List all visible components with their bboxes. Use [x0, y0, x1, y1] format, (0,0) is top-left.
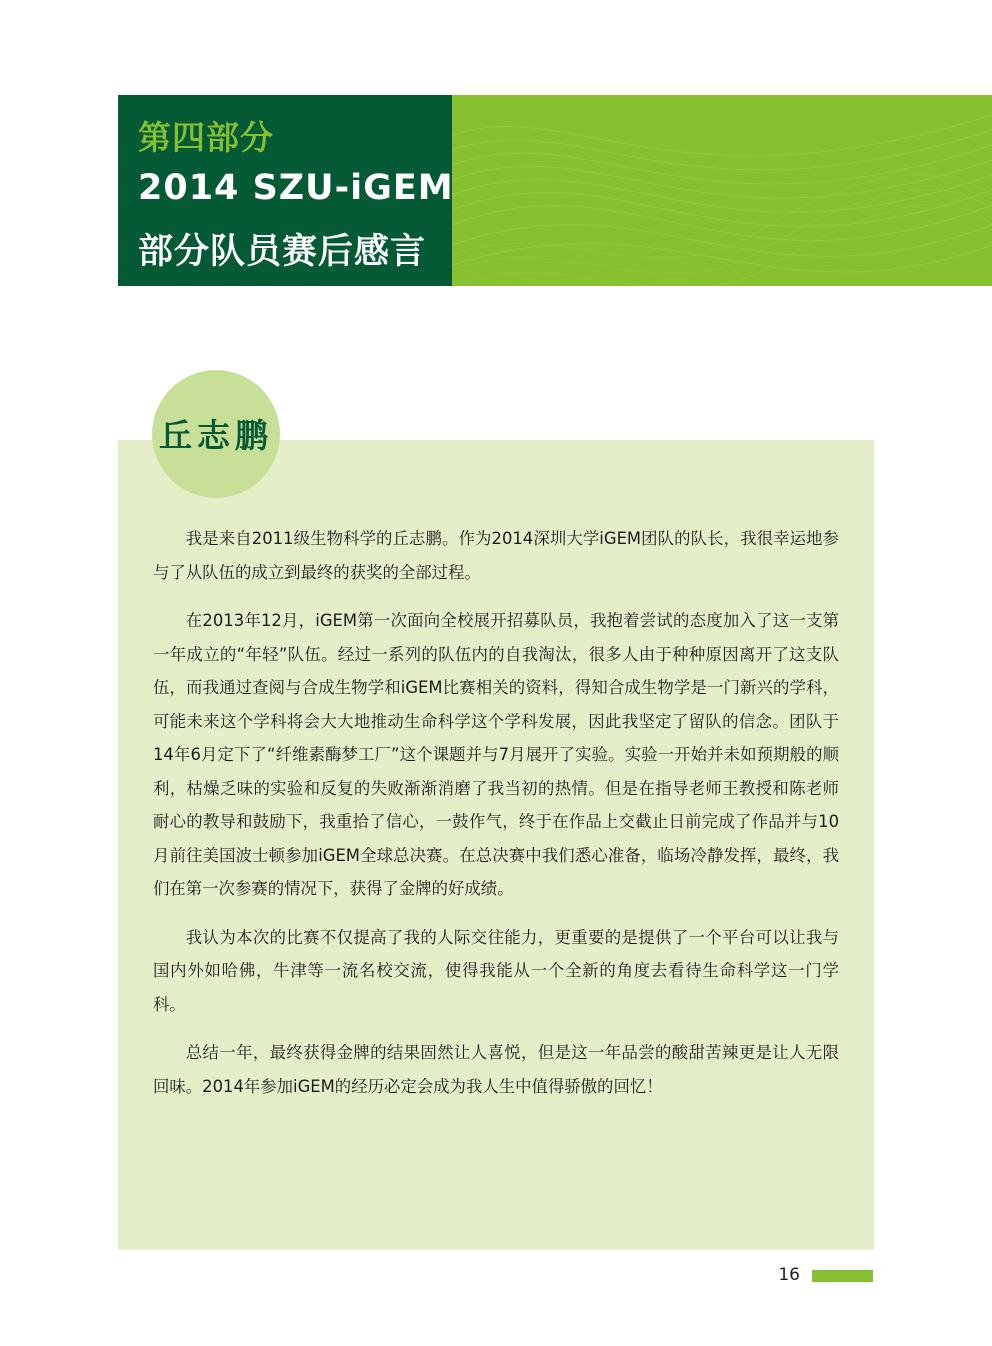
article-paragraph: 总结一年，最终获得金牌的结果固然让人喜悦，但是这一年品尝的酸甜苦辣更是让人无限回味。2014年参加iGEM的经历必定会成为我人生中值得骄傲的回忆！ — [153, 1043, 839, 1096]
author-name: 丘志鹏 — [159, 416, 273, 455]
article-body — [153, 522, 839, 1118]
page-number: 16 — [778, 1265, 800, 1285]
page-number-bar — [812, 1270, 873, 1282]
page-title-line2: 部分队员赛后感言 — [138, 232, 427, 272]
article-paragraph: 我认为本次的比赛不仅提高了我的人际交往能力，更重要的是提供了一个平台可以让我与国内外如哈佛，牛津等一流名校交流，使得我能从一个全新的角度去看待生命科学这一门学科。 — [153, 927, 839, 1014]
section-label: 第四部分 — [138, 118, 274, 157]
article-paragraph: 我是来自2011级生物科学的丘志鹏。作为2014深圳大学iGEM团队的队长，我很幸运地参与了从队伍的成立到最终的获奖的全部过程。 — [153, 529, 839, 582]
article-paragraph: 在2013年12月，iGEM第一次面向全校展开招募队员，我抱着尝试的态度加入了这一支第一年成立的“年轻”队伍。经过一系列的队伍内的自我淘汰，很多人由于种种原因离开了这支队伍，而我通过查阅与合成生物学和iGEM比赛相关的资料，得知合成生物学是一门新兴的学科，可能未来这个学科将会大大地推动生命科学这个学科发展，因此我坚定了留队的信念。团队于14年6月定下了“纤维素酶梦工厂”这个课题并与7月展开了实验。实验一开始并未如预期般的顺利，枯燥乏味的实验和反复的失败渐渐消磨了我当初的热情。但是在指导老师王教授和陈老师耐心的教导和鼓励下，我重拾了信心，一鼓作气，终于在作品上交截止日前完成了作品并与10月前往美国波士顿参加iGEM全球总决赛。在总决赛中我们悉心准备，临场冷静发挥，最终，我们在第一次参赛的情况下，获得了金牌的好成绩。 — [153, 611, 839, 898]
page-title-line1: 2014 SZU-iGEM — [138, 168, 454, 208]
header-green-block — [452, 95, 992, 286]
header-wave-pattern — [452, 95, 992, 286]
